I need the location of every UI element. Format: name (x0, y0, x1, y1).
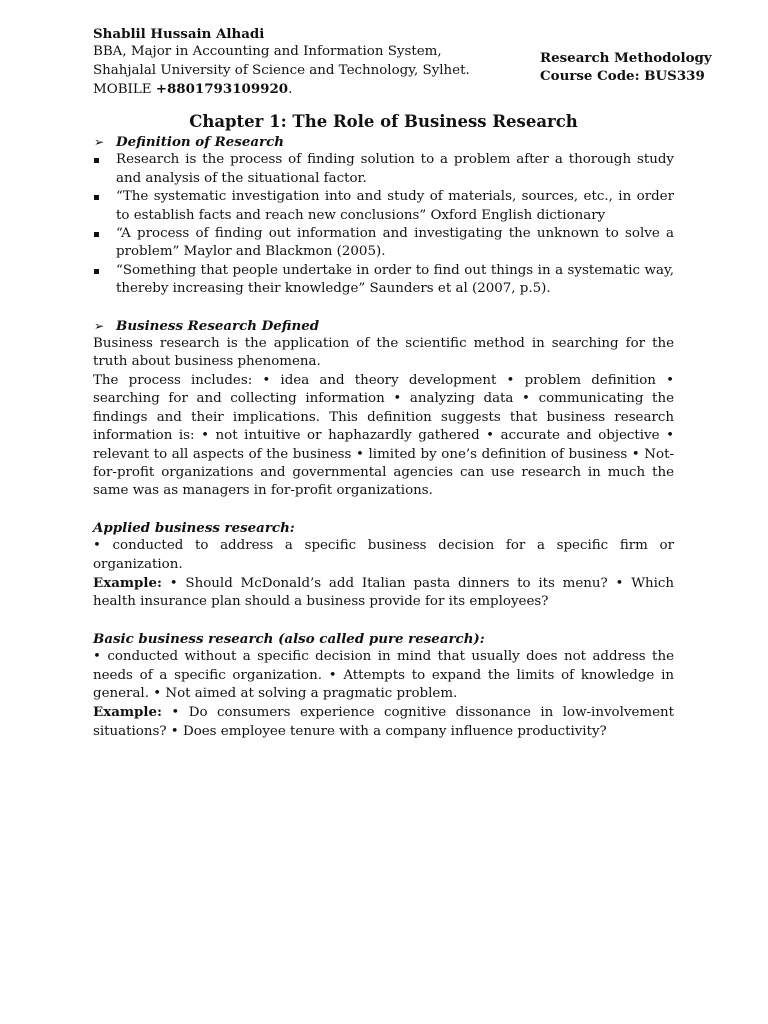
list-item-text: “Something that people undertake in order to find out things in a systematic way, thereby increasing their knowledge” Saunders et al (2007, p.5). (116, 262, 674, 297)
author-university: Shahjalal University of Science and Technology, Sylhet. (93, 62, 470, 78)
list-item (93, 151, 674, 188)
list-item (93, 225, 674, 262)
arrow-bullet-icon: ➢ (94, 318, 105, 333)
square-bullet-icon (94, 232, 99, 237)
square-bullet-icon (94, 269, 99, 274)
author-info (93, 25, 503, 100)
section-heading-text: Business Research Defined (116, 317, 320, 334)
list-item (93, 262, 674, 299)
document-page (93, 25, 712, 741)
section-heading-business-research (93, 317, 674, 335)
list-item-text: “A process of finding out information and investigating the unknown to solve a problem” Maylor and Blackmon (2005). (116, 226, 674, 260)
applied-research-text: • conducted to address a specific business decision for a specific firm or organization. (93, 538, 674, 572)
applied-research-heading: Applied business research: (93, 519, 295, 536)
square-bullet-icon (94, 158, 99, 163)
author-degree: BBA, Major in Accounting and Information System, (93, 44, 442, 60)
section-heading-definition (93, 133, 674, 151)
list-item-text: “The systematic investigation into and study of materials, sources, etc., in order to establish facts and reach new conclusions” Oxford English dictionary (116, 189, 674, 223)
example-text: • Do consumers experience cognitive dissonance in low-involvement situations? • Does employee tenure with a company influence productivity? (93, 705, 674, 739)
square-bullet-icon (94, 195, 99, 200)
author-name: Shablil Hussain Alhadi (93, 26, 265, 42)
mobile-end: . (288, 82, 293, 98)
basic-research-text: • conducted without a specific decision in mind that usually does not address the needs of a specific organization. • Attempts to expand the limits of knowledge in general. • Not aimed at solving a pragmatic problem. (93, 649, 674, 701)
example-label: Example: (93, 704, 162, 721)
course-info (540, 49, 740, 86)
arrow-bullet-icon: ➢ (94, 135, 105, 149)
course-code: Course Code: BUS339 (540, 68, 705, 85)
process-paragraph: The process includes: • idea and theory development • problem definition • searching for and collecting information • analyzing data • communicating the findings and their implications. This definition suggests that business research information is: • not intuitive or haphazardly gathered • accurate and objective • relevant to all aspects of the business • limited by one’s definition of business • Not-for-profit organizations and governmental agencies can use research in much the same was as managers in for-profit organizations. (93, 372, 674, 499)
list-item (93, 188, 674, 225)
business-research-paragraph: Business research is the application of the scientific method in searching for the truth about business phenomena. (93, 336, 674, 370)
definition-list (93, 151, 674, 298)
author-mobile (93, 80, 503, 99)
applied-example (93, 574, 674, 612)
author-block (93, 25, 712, 103)
example-label: Example: (93, 574, 162, 591)
example-text: • Should McDonald’s add Italian pasta dinners to its menu? • Which health insurance plan should a business provide for its employees? (93, 575, 674, 610)
section-heading-text: Definition of Research (116, 134, 284, 150)
list-item-text: Research is the process of finding solution to a problem after a thorough study and analysis of the situational factor. (116, 152, 674, 186)
mobile-number: +8801793109920 (155, 81, 289, 98)
basic-research-heading: Basic business research (also called pure research): (93, 630, 485, 647)
chapter-title: Chapter 1: The Role of Business Research (189, 112, 578, 131)
basic-example (93, 703, 674, 741)
course-name: Research Methodology (540, 50, 712, 66)
mobile-label: MOBILE (93, 82, 156, 98)
